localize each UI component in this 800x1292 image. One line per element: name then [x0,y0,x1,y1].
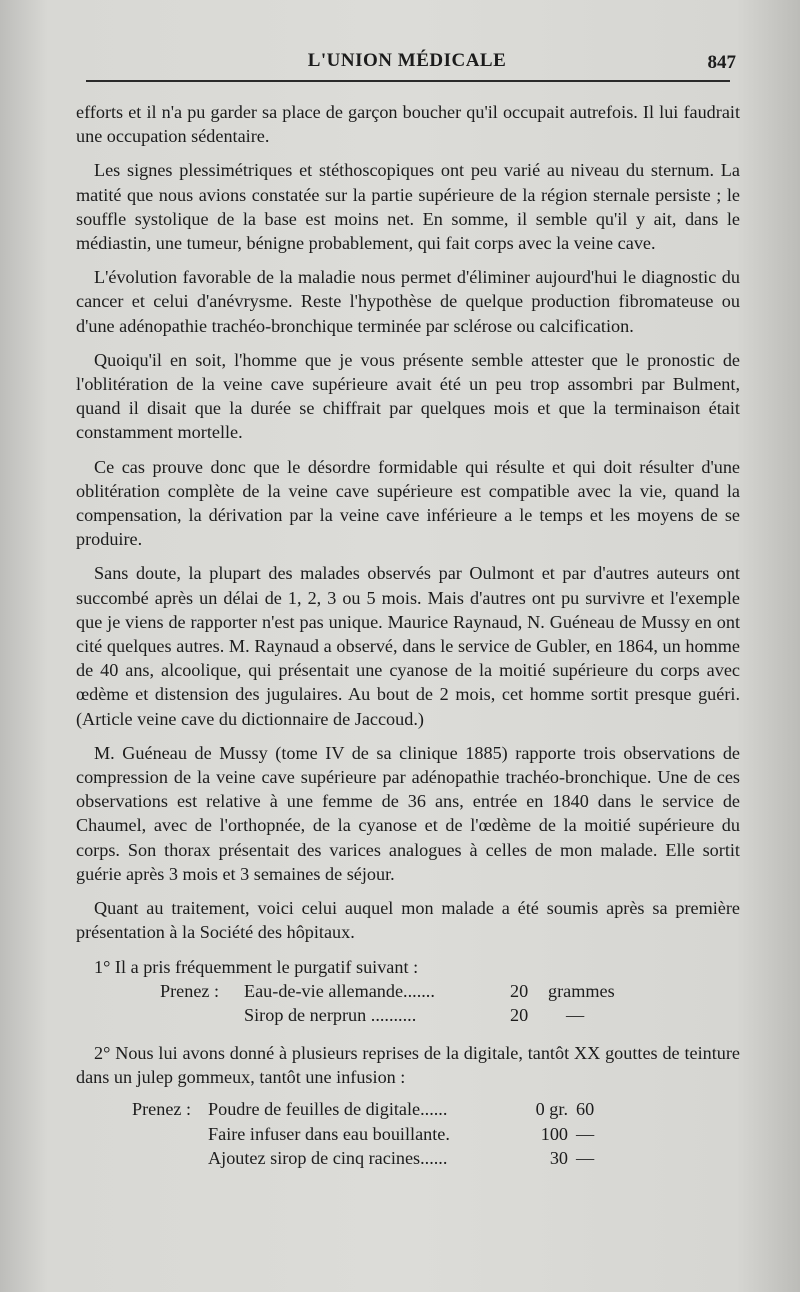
prescription-unit: 60 [576,1099,595,1120]
running-title: L'UNION MÉDICALE [307,50,507,71]
article-body [76,100,740,1184]
paragraph: Sans doute, la plupart des malades observés par Oulmont et par d'autres auteurs ont succombé après un délai de 1, 2, 3 ou 5 mois. Mais d'autres ont pu survivre et l'exemple que je viens de rapporter n'est pas unique. Maurice Raynaud, N. Guéneau de Mussy en ont cité quelques autres. M. Raynaud a observé, dans le service de Gubler, en 1864, un homme de 40 ans, alcoolique, qui présentait une cyanose de la moitié supérieure du corps avec œdème et distension des jugulaires. Au bout de 2 mois, cet homme sortit presque guéri. (Article veine cave du dictionnaire de Jaccoud.) [76,563,740,729]
paragraph: Quant au traitement, voici celui auquel mon malade a été soumis après sa première présentation à la Société des hôpitaux. [76,898,740,943]
prescription-item: Sirop de nerprun .......... [244,1004,417,1025]
prescription-row [76,979,740,1003]
prescription-unit: — [576,1123,595,1144]
prescription-qty: 100 [540,1123,568,1144]
paragraph: 2° Nous lui avons donné à plusieurs reprises de la digitale, tantôt XX gouttes de teinture dans un julep gommeux, tantôt une infusion : [76,1043,740,1088]
prescription-unit: — [566,1004,585,1025]
prescription-purgative [76,979,740,1027]
prescription-digitalis [76,1097,740,1170]
prescription-lead: Prenez : [132,1099,192,1120]
prescription-unit: — [576,1147,595,1168]
paragraph: Les signes plessimétriques et stéthoscopiques ont peu varié au niveau du sternum. La matité que nous avions constatée sur la partie supérieure de la région sternale persiste ; le souffle systolique de la base est moins net. En somme, il semble qu'il y ait, dans le médiastin, une tumeur, bénigne probablement, qui fait corps avec la veine cave. [76,160,740,254]
paragraph: M. Guéneau de Mussy (tome IV de sa clinique 1885) rapporte trois observations de compression de la veine cave supérieure par adénopathie trachéo-bronchique. Une de ces observations est relative à une femme de 36 ans, entrée en 1840 dans le service de Chaumel, avec de l'orthopnée, de la cyanose et de l'œdème de la moitié supérieure du corps. Son thorax présentait des varices analogues à celles de mon malade. Elle sortit guérie après 3 mois et 3 semaines de séjour. [76,742,740,884]
prescription-lead [160,1003,244,1027]
prescription-item: Eau-de-vie allemande....... [244,980,435,1001]
paragraph: Ce cas prouve donc que le désordre formidable qui résulte et qui doit résulter d'une oblitération complète de la veine cave supérieure est compatible avec la vie, quand la compensation, la dérivation par la veine cave inférieure a le temps et les moyens de se produire. [76,456,740,550]
prescription-lead [132,1122,208,1146]
prescription-row [76,1122,740,1146]
prescription-qty: 0 gr. [535,1099,568,1120]
prescription-qty: 30 [549,1147,568,1168]
prescription-row [76,1097,740,1121]
prescription-lead [132,1146,208,1170]
prescription-row [76,1003,740,1027]
page-number: 847 [707,52,736,73]
header-rule [86,80,730,82]
paragraph: 1° Il a pris fréquemment le purgatif suivant : [94,956,419,977]
paragraph: L'évolution favorable de la maladie nous permet d'éliminer aujourd'hui le diagnostic du cancer et celui d'anévrysme. Reste l'hypothèse de quelque production fibromateuse ou d'une adénopathie trachéo-bronchique terminée par sclérose ou calcification. [76,267,740,336]
paragraph: Quoiqu'il en soit, l'homme que je vous présente semble attester que le pronostic de l'oblitération de la veine cave supérieure avait été un peu trop assombri par Bulment, quand il disait que la durée se chiffrait par quelques mois et que la terminaison était constamment mortelle. [76,349,740,443]
prescription-qty: 20 [510,980,529,1001]
prescription-unit: grammes [548,980,615,1001]
prescription-item: Poudre de feuilles de digitale...... [208,1099,448,1120]
prescription-item: Ajoutez sirop de cinq racines...... [208,1147,448,1168]
prescription-qty: 20 [510,1004,529,1025]
prescription-item: Faire infuser dans eau bouillante. [208,1123,450,1144]
prescription-lead: Prenez : [160,980,220,1001]
prescription-row [76,1146,740,1170]
paragraph: efforts et il n'a pu garder sa place de garçon boucher qu'il occupait autrefois. Il lui faudrait une occupation sédentaire. [76,102,740,147]
page-header [76,46,738,76]
